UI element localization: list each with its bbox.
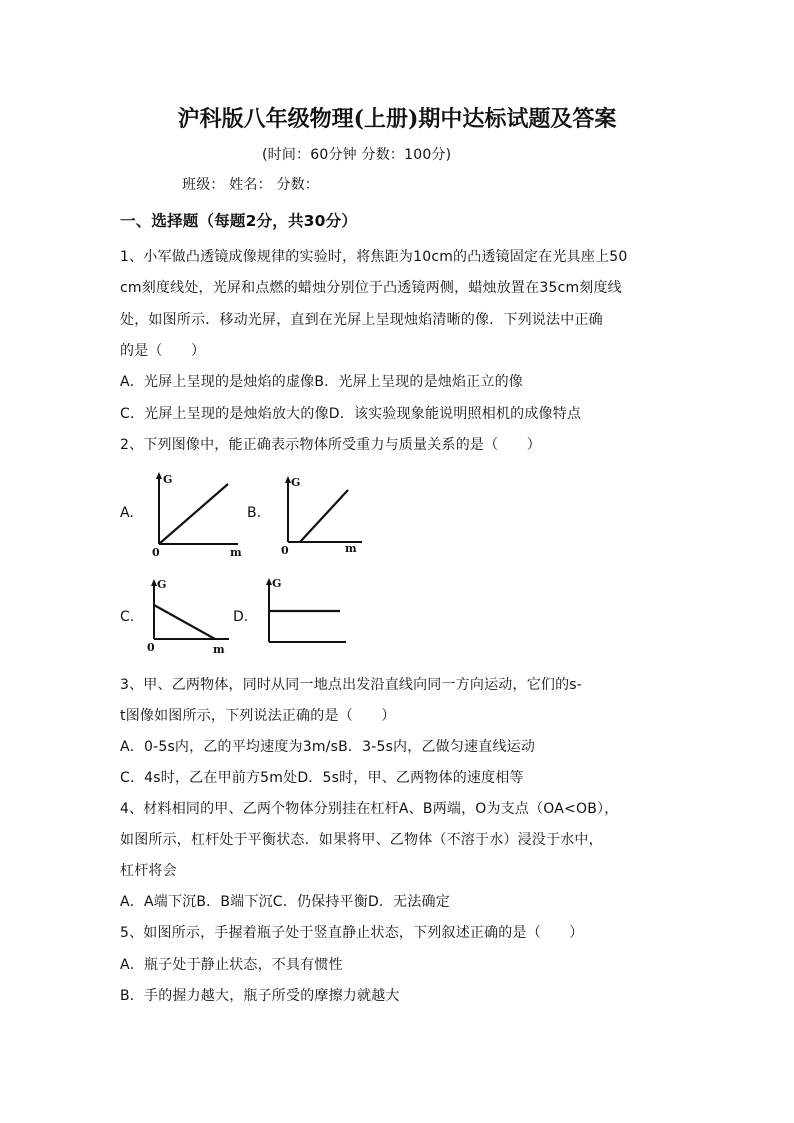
graph-option-a-label: A. <box>120 505 134 521</box>
question-3-line-1: 3、甲、乙两物体，同时从同一地点出发沿直线向同一方向运动，它们的s- <box>120 677 583 693</box>
graph-a-x-label: m <box>230 546 242 556</box>
graph-b-origin-label: 0 <box>281 544 289 556</box>
question-3-option-ab: A．0-5s内，乙的平均速度为3m/sB．3-5s内，乙做匀速直线运动 <box>120 739 536 755</box>
graph-option-d <box>258 572 354 654</box>
question-4-line-1: 4、材料相同的甲、乙两个物体分别挂在杠杆A、B两端，O为支点（OA<OB）， <box>120 801 619 817</box>
graph-c-origin-label: 0 <box>147 641 155 654</box>
question-1-line-3: 处，如图所示．移动光屏，直到在光屏上呈现烛焰清晰的像．下列说法中正确 <box>120 312 603 328</box>
question-2-line-1: 2、下列图像中，能正确表示物体所受重力与质量关系的是（ ） <box>120 437 541 453</box>
graph-b-x-label: m <box>345 542 357 555</box>
graph-a-y-label: G <box>163 473 173 486</box>
graph-b-y-label: G <box>291 476 301 489</box>
graph-d-y-label: G <box>272 577 282 590</box>
graph-a-origin-label: 0 <box>152 546 160 556</box>
graph-option-a <box>146 470 246 556</box>
question-5-option-b: B．手的握力越大，瓶子所受的摩擦力就越大 <box>120 988 400 1004</box>
question-3-option-cd: C．4s时，乙在甲前方5m处D．5s时，甲、乙两物体的速度相等 <box>120 770 524 786</box>
question-1-line-1: 1、小军做凸透镜成像规律的实验时，将焦距为10cm的凸透镜固定在光具座上50 <box>120 249 628 265</box>
page-title: 沪科版八年级物理(上册)期中达标试题及答案 <box>177 106 617 132</box>
graph-option-c <box>143 575 233 655</box>
graph-option-c-label: C. <box>120 609 135 625</box>
exam-info: (时间：60分钟 分数：100分) <box>262 147 452 163</box>
graph-option-d-label: D. <box>233 609 249 625</box>
question-5-option-a: A．瓶子处于静止状态，不具有惯性 <box>120 957 343 973</box>
graph-b-data-line <box>300 490 348 542</box>
question-4-line-2: 如图所示，杠杆处于平衡状态．如果将甲、乙物体（不溶于水）浸没于水中， <box>120 832 603 848</box>
graph-option-b <box>278 472 368 556</box>
question-4-options: A．A端下沉B．B端下沉C．仍保持平衡D．无法确定 <box>120 894 450 910</box>
question-5-line-1: 5、如图所示，手握着瓶子处于竖直静止状态，下列叙述正确的是（ ） <box>120 925 584 941</box>
graph-c-data-line <box>154 605 215 639</box>
question-4-line-3: 杠杆将会 <box>120 863 177 879</box>
graph-option-b-label: B. <box>247 505 262 521</box>
question-1-line-4: 的是（ ） <box>120 343 206 359</box>
student-info: 班级： 姓名： 分数： <box>182 177 320 193</box>
question-1-line-2: cm刻度线处，光屏和点燃的蜡烛分别位于凸透镜两侧，蜡烛放置在35cm刻度线 <box>120 280 622 296</box>
graph-a-y-arrow <box>156 472 162 479</box>
question-1-option-ab: A．光屏上呈现的是烛焰的虚像B．光屏上呈现的是烛焰正立的像 <box>120 374 523 390</box>
graph-c-x-label: m <box>213 643 225 655</box>
graph-a-data-line <box>159 484 228 544</box>
graph-c-y-label: G <box>157 578 167 591</box>
question-1-option-cd: C．光屏上呈现的是烛焰放大的像D．该实验现象能说明照相机的成像特点 <box>120 406 582 422</box>
section-heading: 一、选择题（每题2分，共30分） <box>120 212 358 230</box>
question-3-line-2: t图像如图所示，下列说法正确的是（ ） <box>120 708 396 724</box>
